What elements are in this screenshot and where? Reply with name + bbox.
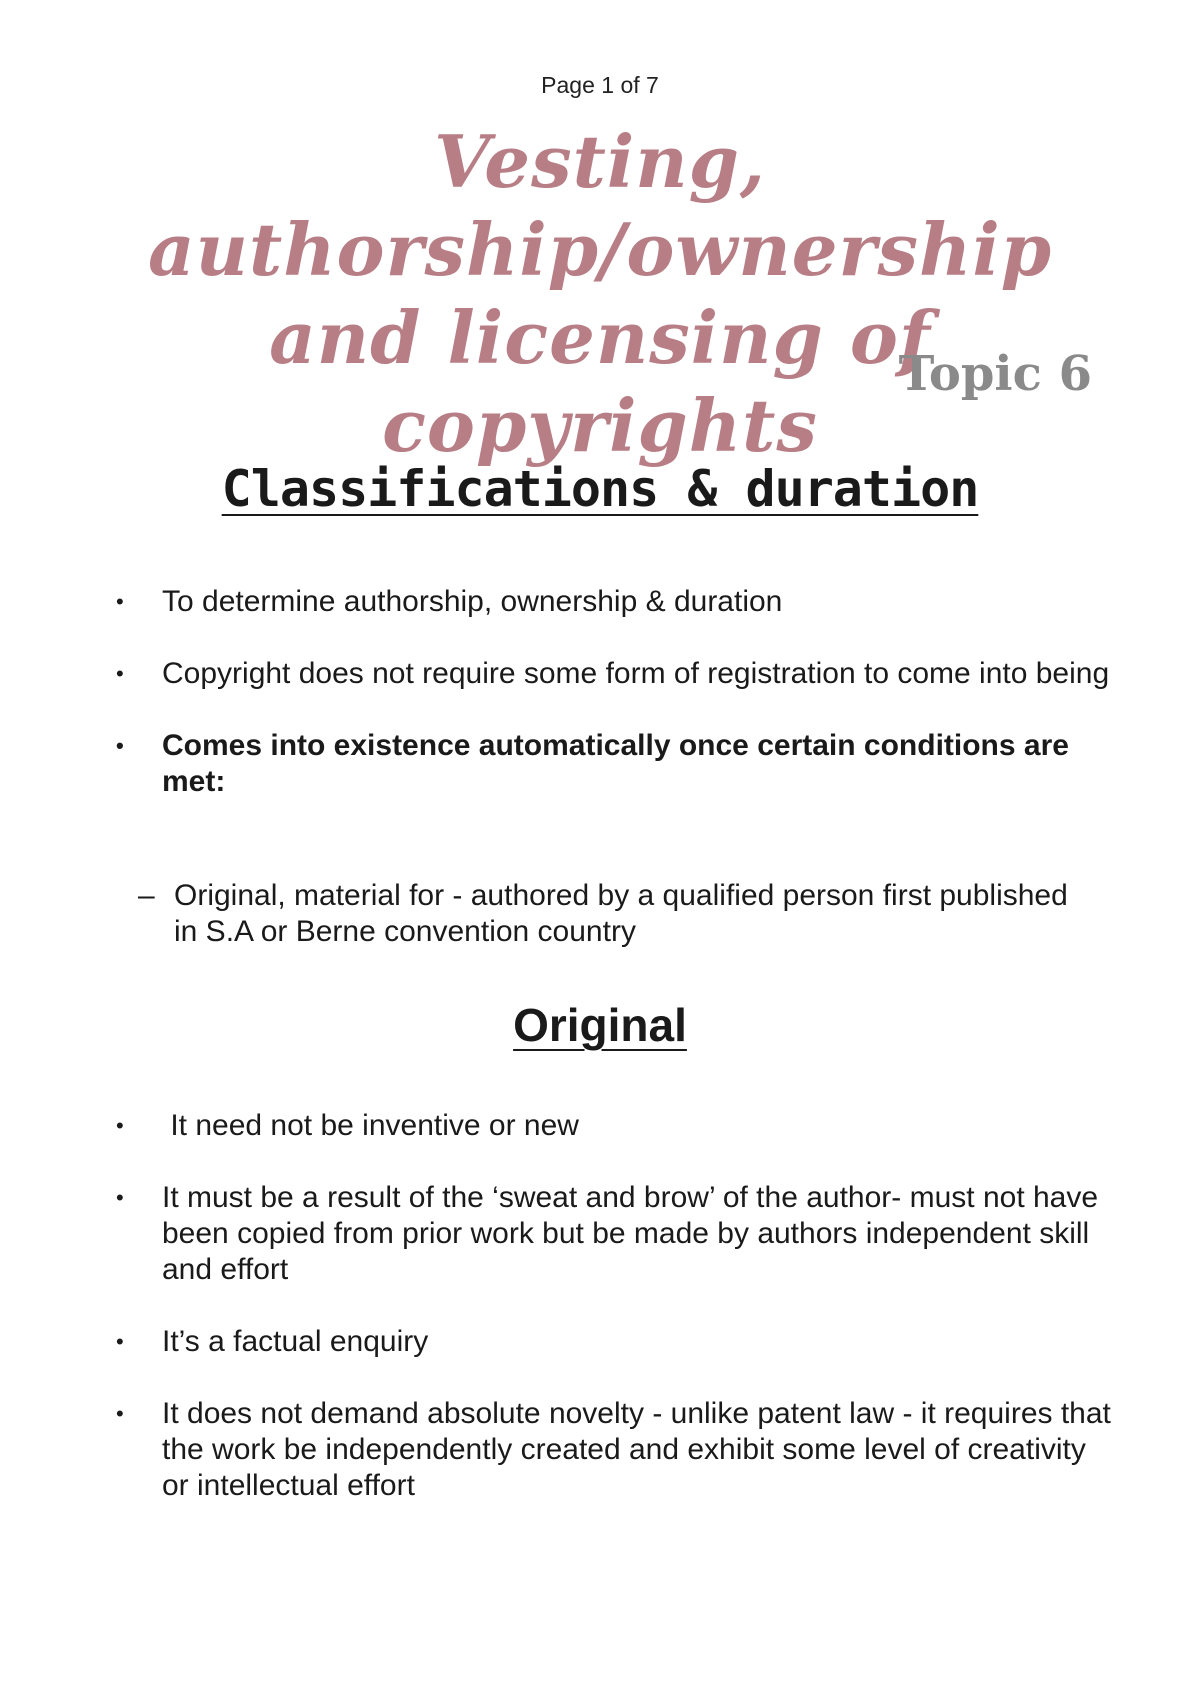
list-item-text: It’s a factual enquiry <box>162 1325 429 1358</box>
bullet-icon: • <box>116 661 124 686</box>
list-item <box>112 656 1112 692</box>
list-item-text: Copyright does not require some form of registration to come into being <box>162 657 1110 690</box>
document-title-line-2: and licensing of copyrights <box>269 295 931 468</box>
list-item-text: It need not be inventive or new <box>162 1109 579 1142</box>
document-title <box>60 118 1140 470</box>
list-item <box>112 584 1112 620</box>
section-heading-classifications: Classifications & duration <box>221 460 979 518</box>
list-item-text: It does not demand absolute novelty - unlike patent law - it requires that the work be independently created and exhibit some level of creativity or intellectual effort <box>162 1397 1111 1502</box>
topic-label: Topic 6 <box>898 346 1092 402</box>
list-item <box>112 1180 1112 1288</box>
list-item <box>112 728 1112 800</box>
bullet-icon: • <box>116 589 124 614</box>
bullet-icon: • <box>116 1185 124 1210</box>
bullet-icon: • <box>116 1329 124 1354</box>
list-item <box>112 1108 1112 1144</box>
classifications-bullet-list <box>112 584 1112 836</box>
list-item-text: Comes into existence automatically once certain conditions are met: <box>162 729 1069 798</box>
bullet-icon: • <box>116 1113 124 1138</box>
sub-list-item <box>138 878 1074 950</box>
dash-icon: – <box>138 879 155 912</box>
bullet-icon: • <box>116 1401 124 1426</box>
list-item <box>112 1324 1112 1360</box>
section-heading-original: Original <box>513 999 687 1051</box>
document-title-line-1: Vesting, authorship/ownership <box>147 119 1053 292</box>
original-bullet-list <box>112 1108 1112 1540</box>
sub-list-item-text: Original, material for - authored by a qualified person first published in S.A or Berne convention country <box>174 879 1068 948</box>
bullet-icon: • <box>116 733 124 758</box>
list-item-text: To determine authorship, ownership & duration <box>162 585 783 618</box>
list-item-text: It must be a result of the ‘sweat and brow’ of the author- must not have been copied from prior work but be made by authors independent skill and effort <box>162 1181 1099 1286</box>
list-item <box>112 1396 1112 1504</box>
page-number: Page 1 of 7 <box>541 72 659 98</box>
